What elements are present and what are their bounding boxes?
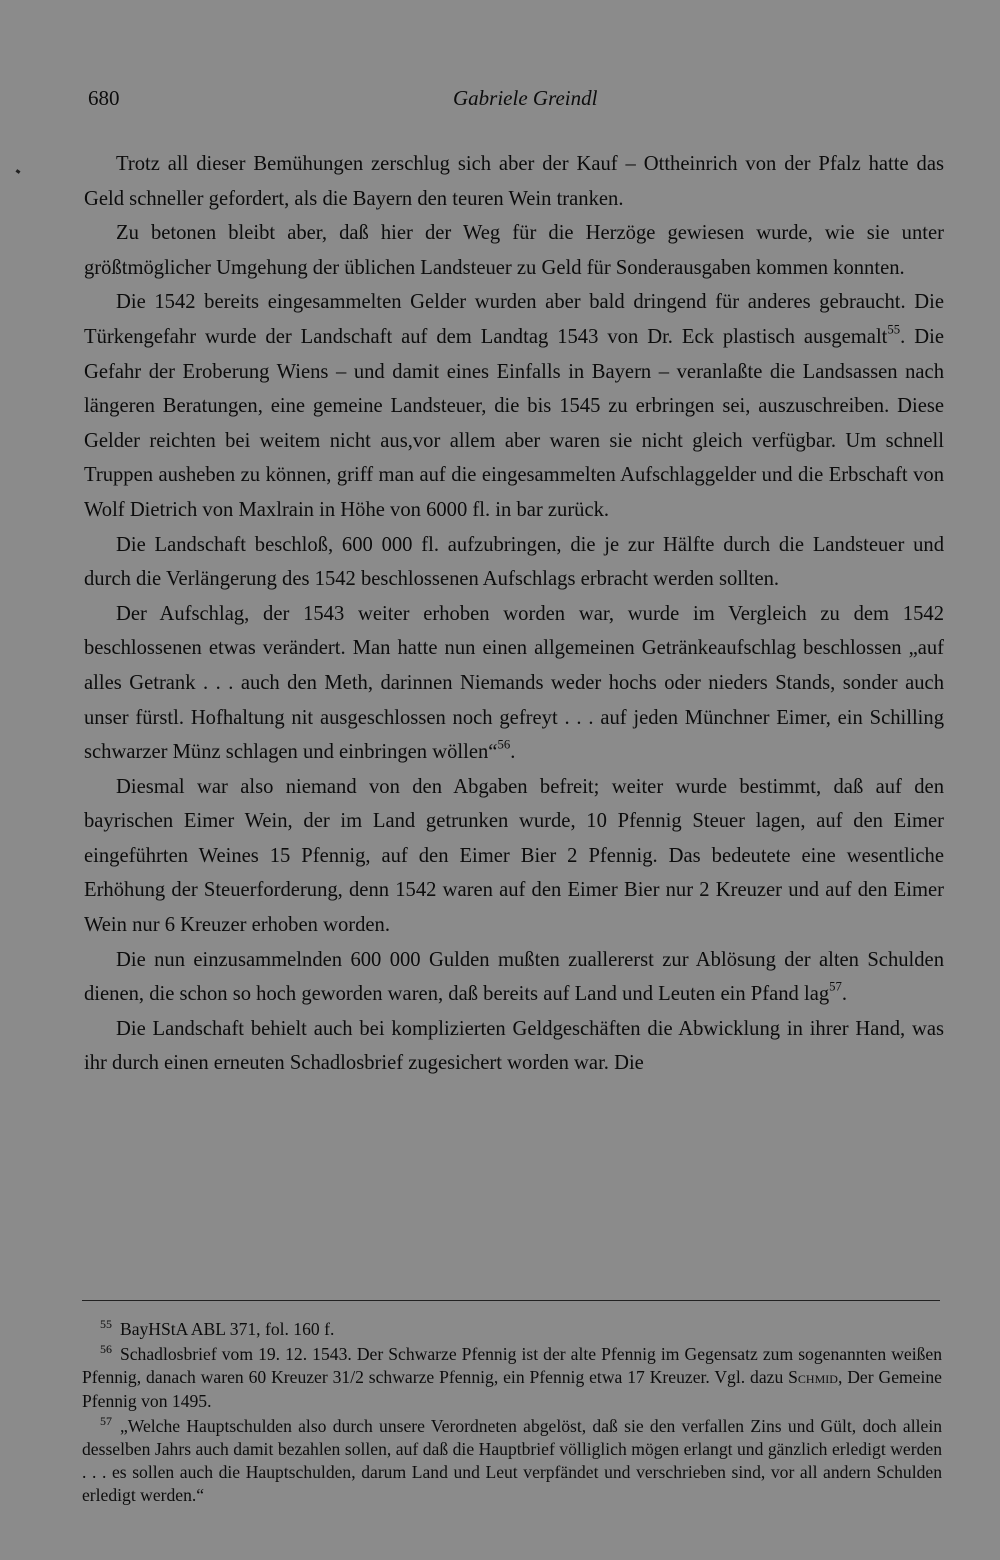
scan-speck	[16, 169, 21, 174]
paragraph: Die nun einzusammelnden 600 000 Gulden mußten zuallererst zur Ablösung der alten Schulden dienen, die schon so hoch geworden waren, daß bereits auf Land und Leuten ein Pfand lag$^{57}$.	[84, 948, 944, 1006]
footnote: $^{55}$ BayHStA ABL 371, fol. 160 f.	[100, 1316, 335, 1339]
footnote-number: 57	[100, 1413, 112, 1428]
footnote-reference: 57	[829, 979, 842, 994]
footnotes	[82, 1318, 942, 1510]
paragraph: Der Aufschlag, der 1543 weiter erhoben worden war, wurde im Vergleich zu dem 1542 beschlossenen etwas verändert. Man hatte nun einen allgemeinen Getränkeaufschlag beschlossen „auf alles Getrank . . . auch den Meth, darinnen Niemands weder hochs oder nieders Stands, sonder auch unser fürstl. Hofhaltung nit ausgeschlossen noch gefreyt . . . auf jeden Münchner Eimer, ein Schilling schwarzer Münz schlagen und einbringen wöllen“$^{56}$.	[84, 602, 944, 764]
cited-author: Schmid	[788, 1367, 838, 1388]
footnote: $^{57}$ „Welche Hauptschulden also durch unsere Verordneten abgelöst, daß sie den verfallen Zins und Gült, doch allein desselben Jahrs auch damit bezahlen sollen, auf daß die Hauptbrief völliglich mögen erlangt und gänzlich erledigt werden . . . es sollen auch die Hauptschulden, darum Land und Leut verpfändet und verschrieben sind, vor all andern Schulden erledigt werden.“	[82, 1413, 942, 1506]
footnote-reference: 55	[887, 322, 901, 337]
paragraph: Die 1542 bereits eingesammelten Gelder wurden aber bald dringend für anderes gebraucht. Die Türkengefahr wurde der Landschaft auf dem Landtag 1543 von Dr. Eck plastisch ausgemalt$^{55}$. Die Gefahr der Eroberung Wiens – und damit eines Einfalls in Bayern – veranlaßte die Landsassen nach längeren Beratungen, eine gemeine Landsteuer, die bis 1545 zu erbringen sei, auszuschreiben. Diese Gelder reichten bei weitem nicht aus,vor allem aber waren sie nicht gleich verfügbar. Um schnell Truppen ausheben zu können, griff man auf die eingesammelten Aufschlaggelder und die Erbschaft von Wolf Dietrich von Maxlrain in Höhe von 6000 fl. in bar zurück.	[84, 291, 944, 521]
paragraph: Die Landschaft behielt auch bei komplizierten Geldgeschäften die Abwicklung in ihrer Hand, was ihr durch einen erneuten Schadlosbrief zugesichert worden war. Die	[84, 1017, 944, 1075]
paragraph: Zu betonen bleibt aber, daß hier der Weg für die Herzöge gewiesen wurde, wie sie unter größtmöglicher Umgehung der üblichen Landsteuer zu Geld für Sonderausgaben kommen konnten.	[84, 222, 944, 279]
paragraph: Diesmal war also niemand von den Abgaben befreit; weiter wurde bestimmt, daß auf den bayrischen Eimer Wein, der im Land getrunken wurde, 10 Pfennig Steuer lagen, auf den Eimer eingeführten Weines 15 Pfennig, auf den Eimer Bier 2 Pfennig. Das bedeutete eine wesentliche Erhöhung der Steuerforderung, denn 1542 waren auf den Eimer Bier nur 2 Kreuzer und auf den Eimer Wein nur 6 Kreuzer erhoben worden.	[84, 775, 944, 937]
footnote: $^{56}$ Schadlosbrief vom 19. 12. 1543. Der Schwarze Pfennig ist der alte Pfennig im Gegensatz zum sogenannten weißen Pfennig, danach waren 60 Kreuzer 31/2 schwarze Pfennig, ein Pfennig etwa 17 Kreuzer. Vgl. dazu Schmid, Der Gemeine Pfennig von 1495.	[82, 1342, 942, 1411]
page-number: 680	[88, 86, 120, 110]
body-text	[84, 147, 944, 1081]
footnote-number: 55	[100, 1316, 112, 1331]
running-head-author: Gabriele Greindl	[453, 86, 598, 110]
footnote-reference: 56	[497, 737, 511, 752]
paragraph: Trotz all dieser Bemühungen zerschlug sich aber der Kauf – Ottheinrich von der Pfalz hatte das Geld schneller gefordert, als die Bayern den teuren Wein tranken.	[84, 153, 944, 210]
running-head	[88, 86, 948, 116]
paragraph: Die Landschaft beschloß, 600 000 fl. aufzubringen, die je zur Hälfte durch die Landsteuer und durch die Verlängerung des 1542 beschlossenen Aufschlags erbracht werden sollten.	[84, 533, 944, 591]
footnote-divider	[82, 1300, 940, 1301]
footnote-number: 56	[100, 1342, 112, 1357]
